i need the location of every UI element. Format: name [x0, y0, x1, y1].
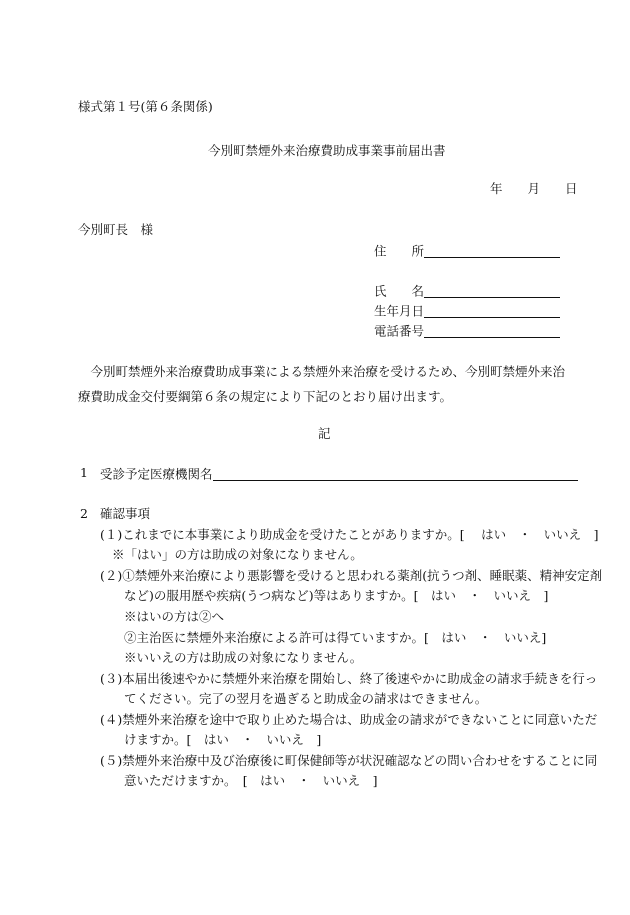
q4-line2: けますか。[ はい ・ いいえ ] — [124, 732, 322, 747]
ki-heading: 記 — [318, 426, 331, 441]
q2-note2: ※いいえの方は助成の対象になりません。 — [124, 650, 363, 665]
q2-sub2: ②主治医に禁煙外来治療による許可は得ていますか。[ はい ・ いいえ] — [124, 630, 547, 645]
address-label: 住 所 — [374, 243, 425, 259]
address-field — [374, 244, 560, 258]
item1-number: 1 — [80, 465, 88, 480]
institution-line[interactable] — [213, 467, 578, 481]
q3-line1: (３)本届出後速やかに禁煙外来治療を開始し、終了後速やかに助成金の請求手続きを行っ — [100, 671, 598, 686]
intro-paragraph: 今別町禁煙外来治療費助成事業による禁煙外来治療を受けるため、今別町禁煙外来治療費助成金交付要綱第６条の規定により下記のとおり届け出ます。 — [78, 364, 566, 404]
q2-line2: など)の服用歴や疾病(うつ病など)等はありますか。[ はい ・ いいえ ] — [124, 588, 549, 603]
document-title: 今別町禁煙外来治療費助成事業事前届出書 — [208, 143, 446, 158]
phone-field — [374, 324, 560, 338]
name-label: 氏 名 — [374, 283, 425, 299]
addressee: 今別町長 様 — [78, 222, 154, 237]
q2-line1: (２)①禁煙外来治療により悪影響を受けると思われる薬剤(抗うつ剤、睡眠薬、精神安定剤 — [100, 568, 603, 583]
q2-note1: ※はいの方は②へ — [124, 609, 225, 624]
name-field — [374, 284, 560, 298]
phone-label: 電話番号 — [374, 323, 425, 339]
item2-number: 2 — [80, 506, 88, 521]
form-number: 様式第１号(第６条関係) — [78, 99, 213, 114]
q1-text: (１)これまでに本事業により助成金を受けたことがありますか。[ はい ・ いいえ ] — [100, 527, 599, 542]
item1-field — [100, 467, 578, 481]
dob-label: 生年月日 — [374, 303, 425, 319]
date-line: 年 月 日 — [490, 181, 578, 196]
q4-line1: (４)禁煙外来治療を途中で取り止めた場合は、助成金の請求ができないことに同意いただ — [100, 712, 598, 727]
q3-line2: てください。完了の翌月を過ぎると助成金の請求はできません。 — [124, 691, 488, 706]
dob-field — [374, 304, 560, 318]
q1-note: ※「はい」の方は助成の対象になりません。 — [112, 547, 363, 562]
q5-line2: 意いただけますか。 [ はい ・ いいえ ] — [124, 773, 378, 788]
address-line[interactable] — [424, 244, 560, 258]
item2-label: 確認事項 — [100, 506, 151, 521]
dob-line[interactable] — [424, 304, 560, 318]
name-line[interactable] — [424, 284, 560, 298]
q5-line1: (５)禁煙外来治療中及び治療後に町保健師等が状況確認などの問い合わせをすることに同 — [100, 753, 598, 768]
item1-label: 受診予定医療機関名 — [100, 466, 213, 482]
phone-line[interactable] — [424, 324, 560, 338]
